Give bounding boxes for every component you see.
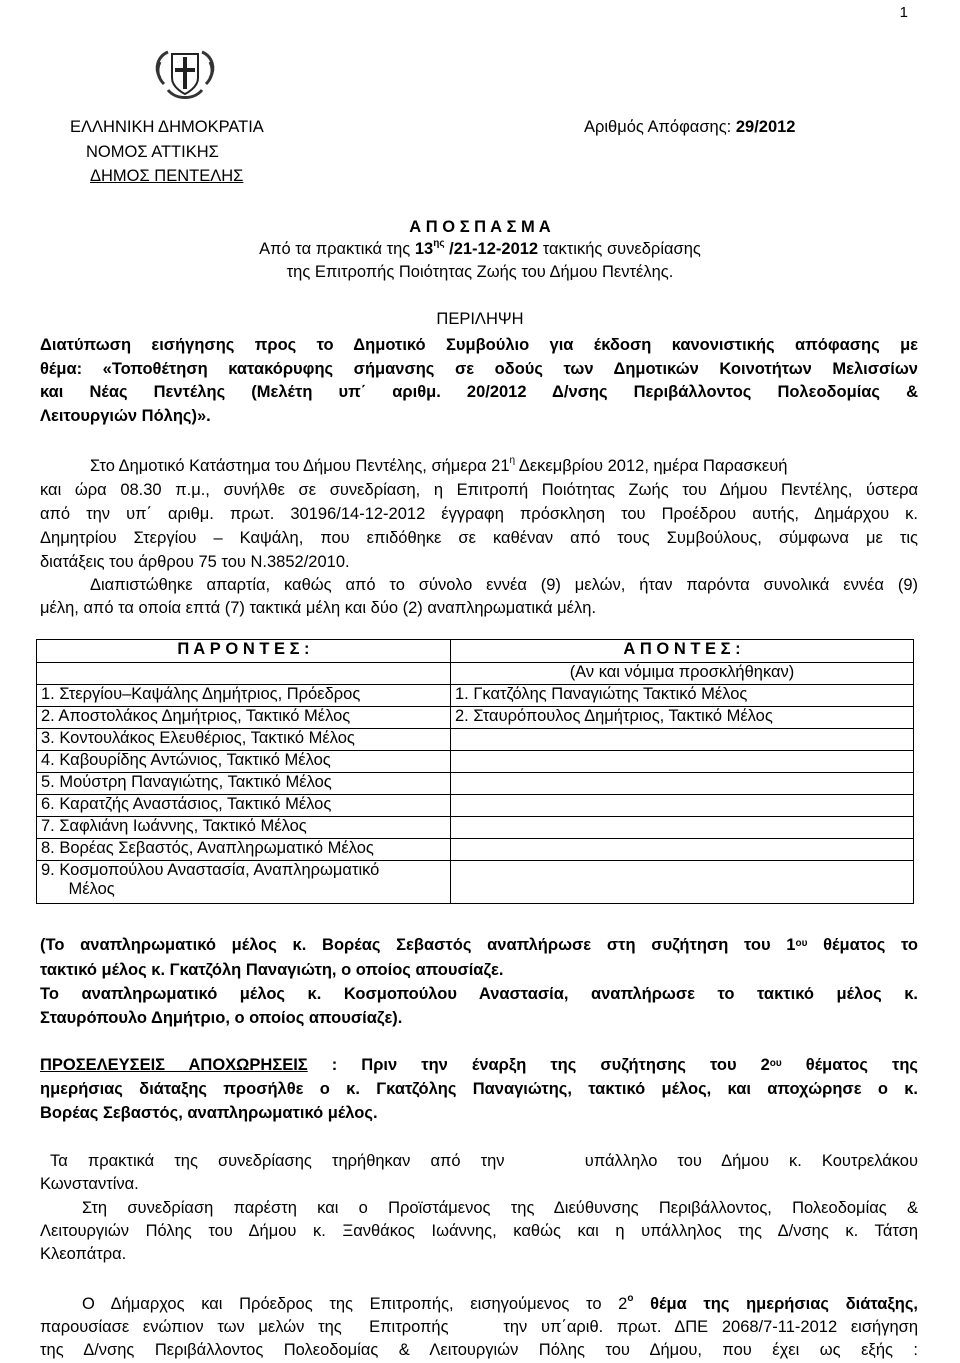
note-2-line-1: Το αναπληρωματικό μέλος κ. Κοσμοπούλου Αναστασία, αναπλήρωσε το τακτικό μέλος κ. — [40, 985, 918, 1003]
absent-member: 2. Σταυρόπουλος Δημήτριος, Τακτικό Μέλος — [451, 707, 914, 729]
present-member: 4. Καβουρίδης Αντώνιος, Τακτικό Μέλος — [37, 751, 451, 773]
arrivals-label: ΠΡΟΣΕΛΕΥΣΕΙΣ ΑΠΟΧΩΡΗΣΕΙΣ — [40, 1056, 308, 1074]
summary-line-2: θέμα: «Τοποθέτηση κατακόρυφης σήμανσης σε οδούς των Δημοτικών Κοινοτήτων Μελισσίων — [40, 360, 918, 378]
closing-line-3: της Δ/νσης Περιβάλλοντος Πολεοδομίας & Λειτουργιών Πόλης του Δήμου, που έχει ως εξής : — [40, 1341, 918, 1359]
present-member: 1. Στεργίου–Καψάλης Δημήτριος, Πρόεδρος — [37, 685, 451, 707]
arrivals-line-2: ημερήσιας διάταξης προσήλθε ο κ. Γκατζόλης Παναγιώτης, τακτικό μέλος, και αποχώρησε ο κ. — [40, 1080, 918, 1098]
note-1-sup: ου — [795, 938, 808, 949]
closing-line-1 — [82, 1295, 918, 1314]
absent-empty — [451, 795, 914, 817]
absent-empty — [451, 773, 914, 795]
coat-of-arms-emblem — [150, 48, 220, 104]
present-member: 5. Μούστρη Παναγιώτης, Τακτικό Μέλος — [37, 773, 451, 795]
body-p1-line-4: Δημητρίου Στεργίου – Καψάλη, που επιδόθηκε σε καθέναν από τους Συμβούλους, σύμφωνα με τις — [40, 529, 918, 547]
present-member-9-line-1: 9. Κοσμοπούλου Αναστασία, Αναπληρωματικό — [41, 861, 380, 879]
present-member: 6. Καρατζής Αναστάσιος, Τακτικό Μέλος — [37, 795, 451, 817]
body-p1-line-1b: Δεκεμβρίου 2012, ημέρα Παρασκευή — [518, 457, 788, 475]
body-p1-line-5: διατάξεις του άρθρου 75 του Ν.3852/2010. — [40, 553, 350, 571]
absent-empty — [451, 729, 914, 751]
session-number-suffix: ης — [433, 238, 445, 249]
note-1-line-1 — [40, 936, 918, 956]
present-member: 7. Σαφλιάνη Ιωάννης, Τακτικό Μέλος — [37, 817, 451, 839]
arrivals-line-1 — [40, 1056, 918, 1076]
minutes-p2-line-3: Κλεοπάτρα. — [40, 1245, 127, 1263]
header-municipality: ΔΗΜΟΣ ΠΕΝΤΕΛΗΣ — [90, 167, 244, 185]
absent-empty — [451, 817, 914, 839]
arrivals-line-1b: θέματος της — [781, 1056, 919, 1074]
arrivals-sup: ου — [769, 1058, 782, 1069]
present-cell-empty — [37, 663, 451, 685]
absent-note: (Αν και νόμιμα προσκλήθηκαν) — [451, 663, 914, 685]
minutes-p1-line-2: Κωνσταντίνα. — [40, 1175, 139, 1193]
extract-line-2: της Επιτροπής Ποιότητας Ζωής του Δήμου Πεντέλης. — [286, 263, 674, 281]
body-p2-line-1: Διαπιστώθηκε απαρτία, καθώς από το σύνολο εννέα (9) μελών, ήταν παρόντα συνολικά εννέα (9) — [90, 576, 918, 594]
session-date: /21-12-2012 — [449, 240, 539, 258]
absent-member: 1. Γκατζόλης Παναγιώτης Τακτικό Μέλος — [451, 685, 914, 707]
extract-title: Α Π Ο Σ Π Α Σ Μ Α — [409, 218, 551, 236]
summary-line-1: Διατύπωση εισήγησης προς το Δημοτικό Συμβούλιο για έκδοση κανονιστικής απόφασης με — [40, 336, 918, 354]
arrivals-line-1a: : Πριν την έναρξη της συζήτησης του 2 — [307, 1056, 770, 1074]
present-member: 2. Αποστολάκος Δημήτριος, Τακτικό Μέλος — [37, 707, 451, 729]
summary-line-3: και Νέας Πεντέλης (Μελέτη υπ΄ αριθμ. 20/2012 Δ/νσης Περιβάλλοντος Πολεοδομίας & — [40, 383, 918, 401]
absent-empty — [451, 861, 914, 904]
body-p1-line-2: και ώρα 08.30 π.μ., συνήλθε σε συνεδρίαση, η Επιτροπή Ποιότητας Ζωής του Δήμου Πεντέλης, ύστερα — [40, 481, 918, 499]
body-p1-line-3: από την υπ΄ αριθμ. πρωτ. 30196/14-12-2012 έγγραφη πρόσκληση του Προέδρου αυτής, Δημάρχου κ. — [40, 505, 918, 523]
arrivals-line-3: Βορέας Σεβαστός, αναπληρωματικό μέλος. — [40, 1104, 378, 1122]
closing-line-1b: θέμα της ημερήσιας διάταξης, — [633, 1295, 918, 1313]
minutes-p1-line-1: Τα πρακτικά της συνεδρίασης τηρήθηκαν από την υπάλληλο του Δήμου κ. Κουτρελάκου — [50, 1152, 918, 1170]
members-table — [36, 639, 914, 904]
header-country: ΕΛΛΗΝΙΚΗ ΔΗΜΟΚΡΑΤΙΑ — [70, 118, 264, 136]
header-prefecture: ΝΟΜΟΣ ΑΤΤΙΚΗΣ — [86, 143, 219, 161]
summary-line-4: Λειτουργιών Πόλης)». — [40, 407, 211, 425]
absent-empty — [451, 839, 914, 861]
closing-sup: ο — [627, 1293, 634, 1304]
minutes-p2-line-2: Λειτουργιών Πόλης του Δήμου κ. Ξανθάκος Ιωάννης, καθώς και η υπάλληλος της Δ/νσης κ. Τάτση — [40, 1222, 918, 1240]
body-p1-line-1a: Στο Δημοτικό Κατάστημα του Δήμου Πεντέλης, σήμερα 21 — [90, 457, 510, 475]
minutes-p2-line-1: Στη συνεδρίαση παρέστη και ο Προϊστάμενος της Διεύθυνσης Περιβάλλοντος, Πολεοδομίας & — [82, 1199, 918, 1217]
closing-line-1a: Ο Δήμαρχος και Πρόεδρος της Επιτροπής, εισηγούμενος το 2 — [82, 1295, 628, 1313]
session-number — [415, 240, 538, 258]
present-member-9-line-2: Μέλος — [41, 880, 115, 898]
note-2-line-2: Σταυρόπουλο Δημήτριο, ο οποίος απουσίαζε). — [40, 1009, 403, 1027]
decision-label: Αριθμός Απόφασης: — [584, 118, 732, 136]
present-member: 8. Βορέας Σεβαστός, Αναπληρωματικό Μέλος — [37, 839, 451, 861]
present-member — [37, 861, 451, 904]
decision-number: 29/2012 — [735, 118, 796, 136]
closing-line-2: παρουσίασε ενώπιον των μελών της Επιτροπής την υπ΄αριθ. πρωτ. ΔΠΕ 2068/7-11-2012 εισήγηση — [40, 1318, 918, 1336]
present-header: Π Α Ρ Ο Ν Τ Ε Σ : — [37, 640, 451, 663]
body-p1-line-1 — [90, 457, 787, 476]
body-p2-line-2: μέλη, από τα οποία επτά (7) τακτικά μέλη και δύο (2) αναπληρωματικά μέλη. — [40, 599, 597, 617]
absent-empty — [451, 751, 914, 773]
extract-line-1a: Από τα πρακτικά της — [259, 240, 411, 258]
decision-number-line — [584, 118, 796, 137]
absent-header: Α Π Ο Ν Τ Ε Σ : — [451, 640, 914, 663]
present-member: 3. Κοντουλάκος Ελευθέριος, Τακτικό Μέλος — [37, 729, 451, 751]
extract-line-1c: τακτικής συνεδρίασης — [542, 240, 701, 258]
extract-line-1 — [0, 240, 960, 259]
note-1-line-1a: (Το αναπληρωματικό μέλος κ. Βορέας Σεβαστός αναπλήρωσε στη συζήτηση του 1 — [40, 936, 796, 954]
page-number: 1 — [899, 4, 908, 21]
session-number-value: 13 — [414, 240, 434, 258]
note-1-line-1b: θέματος το — [823, 936, 918, 954]
summary-title: ΠΕΡΙΛΗΨΗ — [436, 310, 524, 328]
body-p1-sup: η — [509, 455, 516, 466]
note-1-line-2: τακτικό μέλος κ. Γκατζόλη Παναγιώτη, ο οποίος απουσίαζε. — [40, 961, 504, 979]
